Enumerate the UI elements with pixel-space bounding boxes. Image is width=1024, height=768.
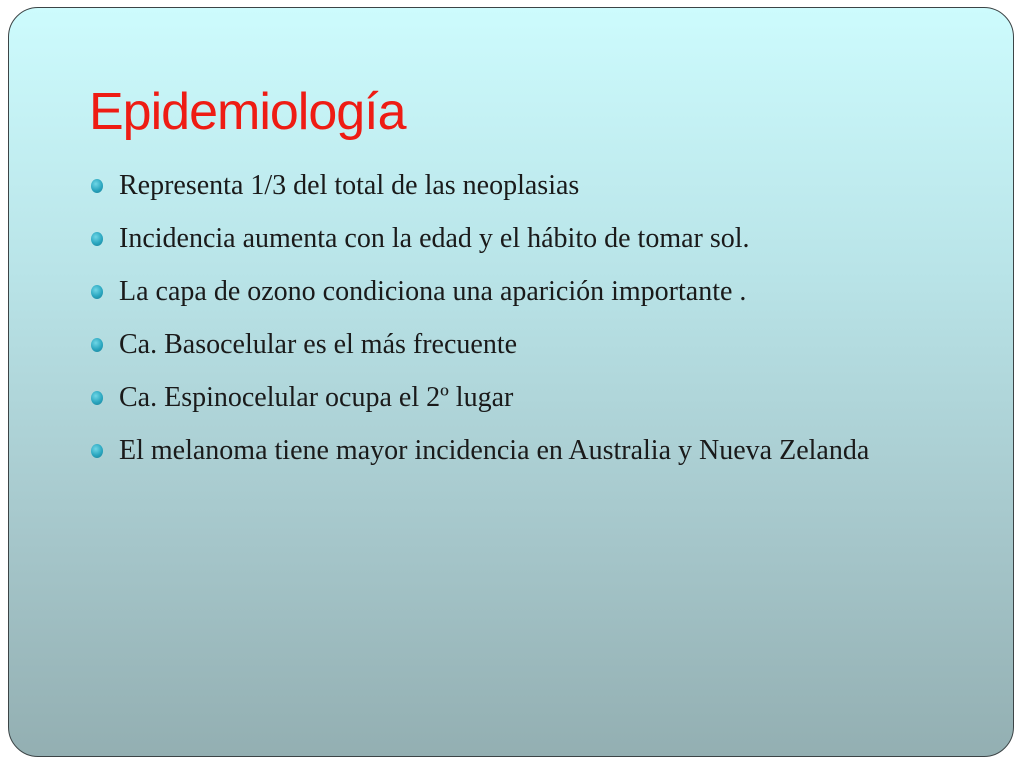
list-item — [91, 325, 971, 365]
bullet-dot-icon — [91, 338, 103, 352]
bullet-text: Incidencia aumenta con la edad y el hábito de tomar sol. — [119, 223, 750, 254]
list-item — [91, 272, 971, 312]
bullet-dot-icon — [91, 391, 103, 405]
slide-title: Epidemiología — [89, 83, 406, 141]
bullet-text: La capa de ozono condiciona una aparición importante . — [119, 276, 747, 307]
list-item — [91, 166, 971, 206]
bullet-list — [91, 166, 971, 484]
bullet-dot-icon — [91, 444, 103, 458]
bullet-text: Representa 1/3 del total de las neoplasias — [119, 170, 580, 201]
list-item — [91, 219, 971, 259]
bullet-dot-icon — [91, 179, 103, 193]
bullet-text: Ca. Basocelular es el más frecuente — [119, 329, 518, 360]
list-item — [91, 431, 971, 471]
bullet-text: Ca. Espinocelular ocupa el 2º lugar — [119, 382, 514, 413]
slide — [8, 7, 1014, 757]
bullet-text: El melanoma tiene mayor incidencia en Australia y Nueva Zelanda — [119, 435, 870, 466]
bullet-dot-icon — [91, 285, 103, 299]
list-item — [91, 378, 971, 418]
bullet-dot-icon — [91, 232, 103, 246]
